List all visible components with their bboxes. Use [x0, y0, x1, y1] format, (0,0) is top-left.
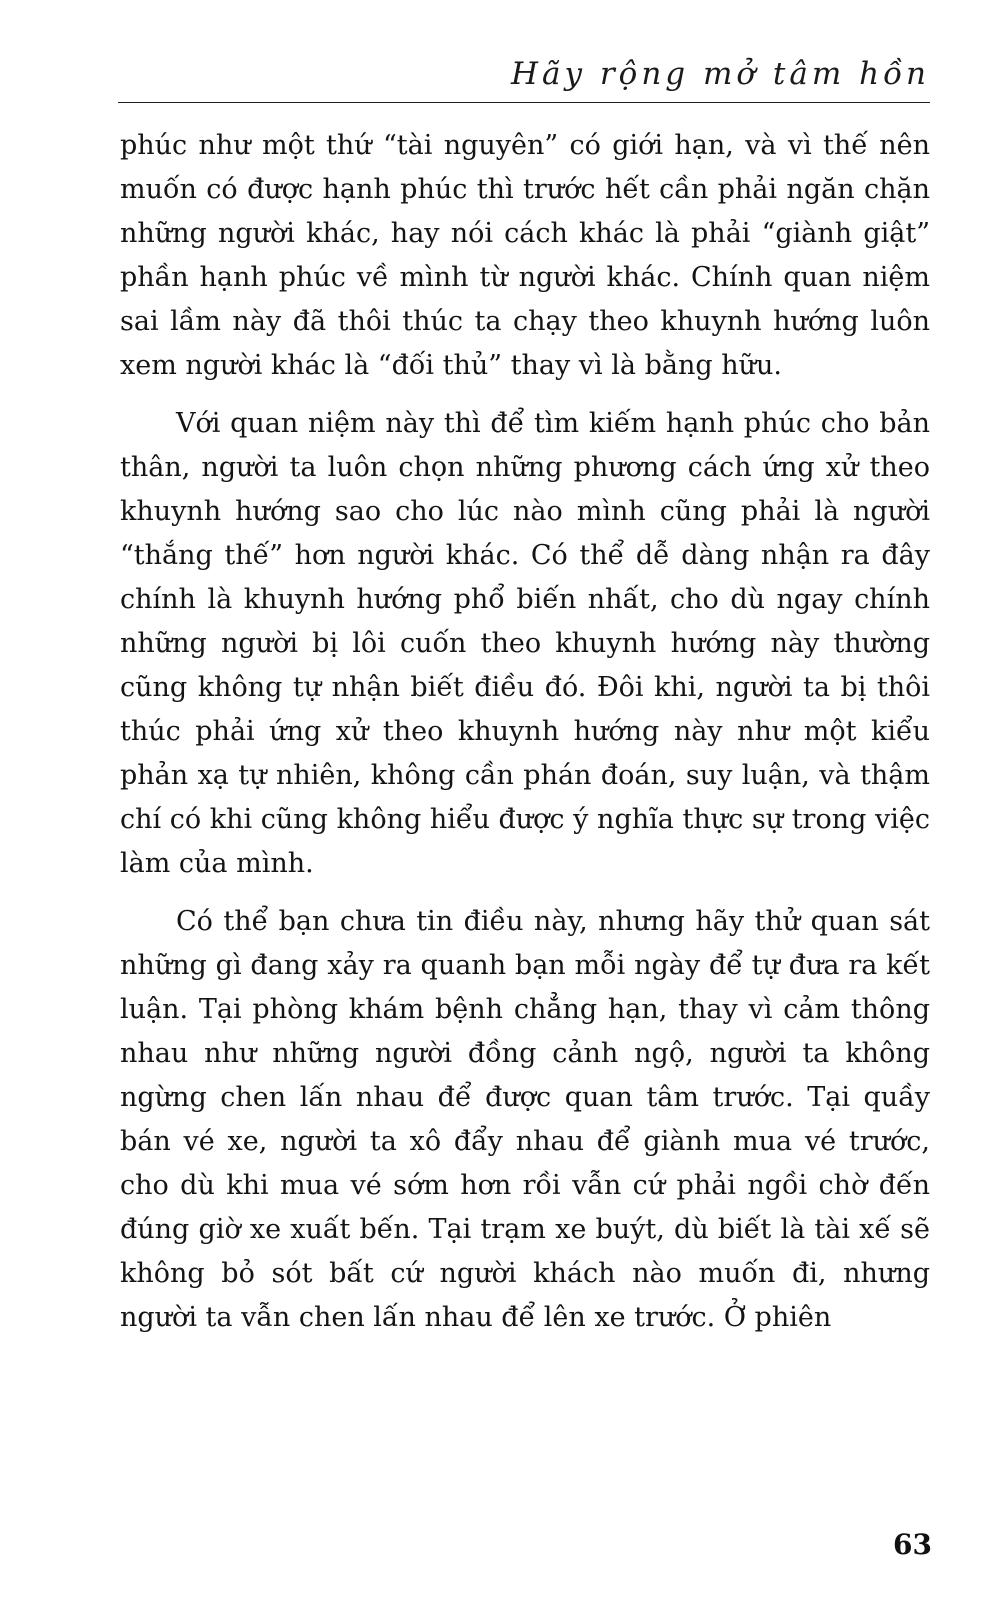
paragraph: Với quan niệm này thì để tìm kiếm hạnh phúc cho bản thân, người ta luôn chọn những phương cách ứng xử theo khuynh hướng sao cho lúc nào mình cũng phải là người “thắng thế” hơn người khác. Có thể dễ dàng nhận ra đây chính là khuynh hướng phổ biến nhất, cho dù ngay chính những người bị lôi cuốn theo khuynh hướng này thường cũng không tự nhận biết điều đó. Đôi khi, người ta bị thôi thúc phải ứng xử theo khuynh hướng này như một kiểu phản xạ tự nhiên, không cần phán đoán, suy luận, và thậm chí có khi cũng không hiểu được ý nghĩa thực sự trong việc làm của mình.	[120, 408, 930, 879]
running-head-title: Hãy rộng mở tâm hồn	[510, 56, 930, 92]
body-text	[120, 124, 930, 1340]
paragraph-continued: phúc như một thứ “tài nguyên” có giới hạn, và vì thế nên muốn có được hạnh phúc thì trước hết cần phải ngăn chặn những người khác, hay nói cách khác là phải “giành giật” phần hạnh phúc về mình từ người khác. Chính quan niệm sai lầm này đã thôi thúc ta chạy theo khuynh hướng luôn xem người khác là “đối thủ” thay vì là bằng hữu.	[120, 130, 930, 381]
paragraph: Có thể bạn chưa tin điều này, nhưng hãy thử quan sát những gì đang xảy ra quanh bạn mỗi ngày để tự đưa ra kết luận. Tại phòng khám bệnh chẳng hạn, thay vì cảm thông nhau như những người đồng cảnh ngộ, người ta không ngừng chen lấn nhau để được quan tâm trước. Tại quầy bán vé xe, người ta xô đẩy nhau để giành mua vé trước, cho dù khi mua vé sớm hơn rồi vẫn cứ phải ngồi chờ đến đúng giờ xe xuất bến. Tại trạm xe buýt, dù biết là tài xế sẽ không bỏ sót bất cứ người khách nào muốn đi, nhưng người ta vẫn chen lấn nhau để lên xe trước. Ở phiên	[120, 906, 930, 1333]
page-number: 63	[893, 1528, 932, 1561]
running-head	[118, 52, 930, 103]
